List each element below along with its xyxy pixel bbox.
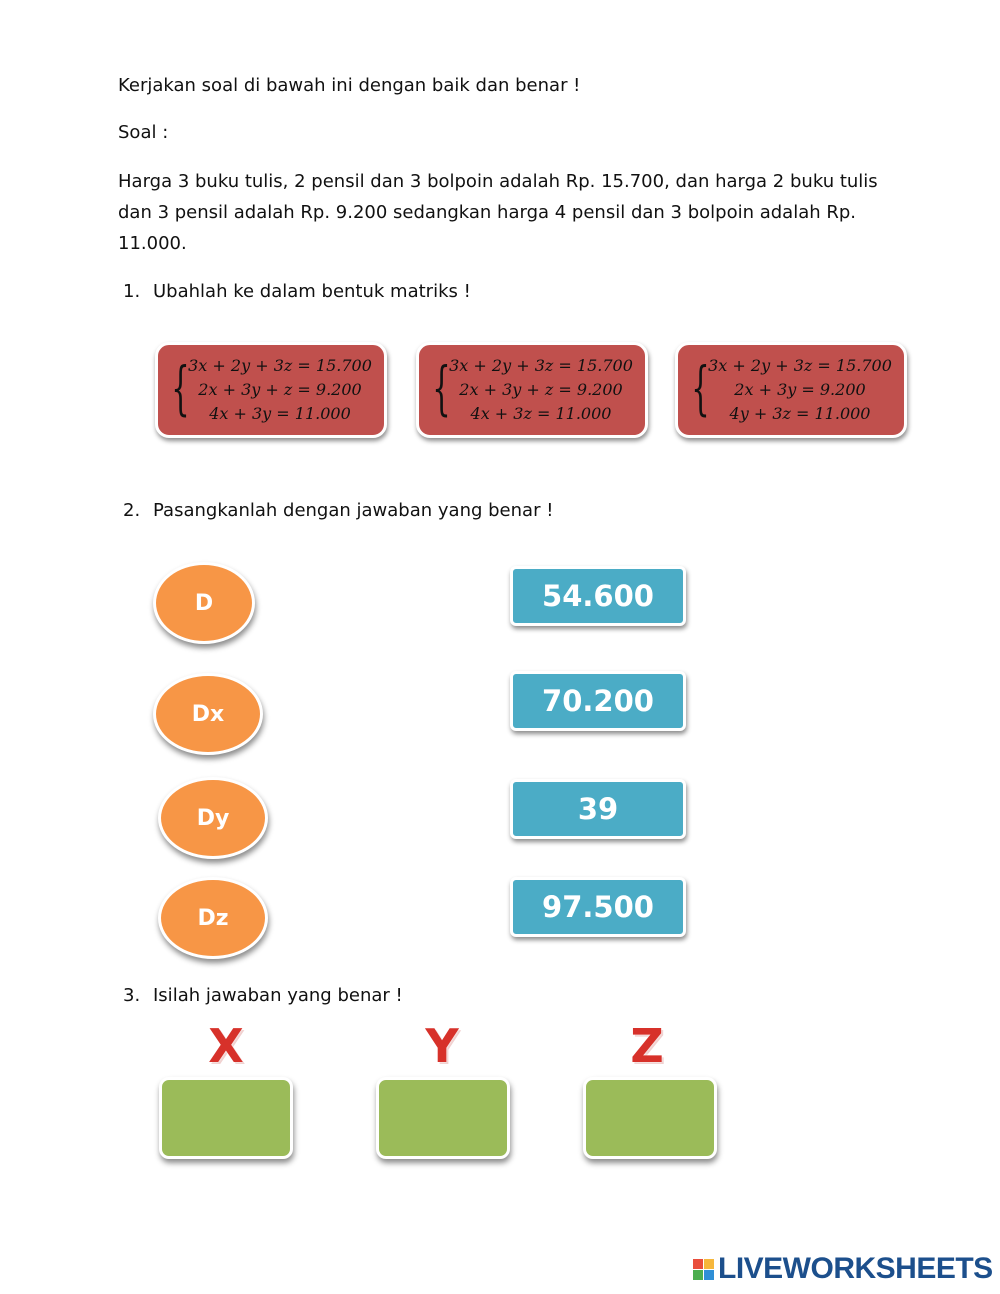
equation-line-3: 4x + 3z = 11.000 [470, 404, 612, 423]
brace-icon: { [432, 354, 451, 422]
equation-line-3: 4x + 3y = 11.000 [209, 404, 351, 423]
answer-z-input[interactable] [583, 1077, 717, 1159]
determinant-d-oval[interactable]: D [153, 562, 255, 644]
question-3-text: Isilah jawaban yang benar ! [153, 985, 403, 1006]
question-2-number: 2. [123, 500, 141, 521]
value-box-4[interactable]: 97.500 [510, 877, 686, 937]
matrix-option-3[interactable] [675, 342, 907, 438]
variable-z-label: Z [630, 1019, 664, 1073]
equation-line-2: 2x + 3y = 9.200 [734, 380, 866, 399]
variable-x-label: X [208, 1019, 244, 1073]
determinant-dx-oval[interactable]: Dx [153, 673, 263, 755]
question-1-text: Ubahlah ke dalam bentuk matriks ! [153, 281, 471, 302]
answer-x-input[interactable] [159, 1077, 293, 1159]
determinant-dz-oval[interactable]: Dz [158, 877, 268, 959]
brace-icon: { [171, 354, 190, 422]
question-2-text: Pasangkanlah dengan jawaban yang benar ! [153, 500, 554, 521]
answer-y-input[interactable] [376, 1077, 510, 1159]
liveworksheets-logo [693, 1253, 993, 1285]
value-box-2[interactable]: 70.200 [510, 671, 686, 731]
value-box-3[interactable]: 39 [510, 779, 686, 839]
equation-line-1: 3x + 2y + 3z = 15.700 [708, 356, 892, 375]
matrix-option-1[interactable] [155, 342, 387, 438]
question-2-heading [123, 499, 553, 523]
instruction-text: Kerjakan soal di bawah ini dengan baik dan benar ! [118, 75, 581, 96]
question-3-heading [123, 984, 403, 1008]
question-1-heading [123, 280, 471, 304]
logo-text: LIVEWORKSHEETS [718, 1252, 993, 1285]
brace-icon: { [691, 354, 710, 422]
equation-line-2: 2x + 3y + z = 9.200 [459, 380, 623, 399]
equation-line-2: 2x + 3y + z = 9.200 [198, 380, 362, 399]
value-box-1[interactable]: 54.600 [510, 566, 686, 626]
soal-label: Soal : [118, 122, 169, 143]
problem-text: Harga 3 buku tulis, 2 pensil dan 3 bolpoin adalah Rp. 15.700, dan harga 2 buku tulis dan 3 pensil adalah Rp. 9.200 sedangkan harga 4 pensil dan 3 bolpoin adalah Rp. 11.000. [118, 171, 878, 254]
determinant-dy-oval[interactable]: Dy [158, 777, 268, 859]
variable-y-label: Y [425, 1019, 459, 1073]
matrix-option-2[interactable] [416, 342, 648, 438]
equation-line-3: 4y + 3z = 11.000 [729, 404, 871, 423]
equation-line-1: 3x + 2y + 3z = 15.700 [188, 356, 372, 375]
question-1-number: 1. [123, 281, 141, 302]
question-3-number: 3. [123, 985, 141, 1006]
equation-line-1: 3x + 2y + 3z = 15.700 [449, 356, 633, 375]
liveworksheets-mark-icon [693, 1259, 714, 1280]
